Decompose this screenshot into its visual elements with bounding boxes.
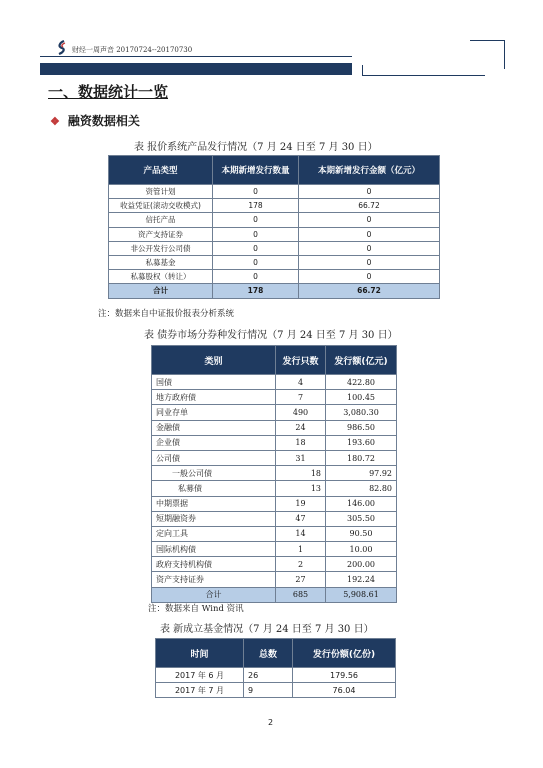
table-cell: 私募股权（转让） [109, 270, 213, 284]
table1-caption: 表 报价系统产品发行情况（7 月 24 日至 7 月 30 日） [134, 142, 378, 153]
table-cell: 26 [244, 668, 293, 683]
table-row [109, 255, 440, 269]
table-cell: 金融债 [152, 420, 276, 435]
table-cell: 0 [213, 213, 299, 227]
table-row [109, 270, 440, 284]
table-cell: 179.56 [293, 668, 396, 683]
table-cell: 资产支持证券 [109, 227, 213, 241]
table-row [152, 481, 397, 496]
page-number: 2 [268, 718, 274, 727]
logo-icon [55, 40, 69, 56]
table-cell: 305.50 [326, 511, 397, 526]
table-cell: 19 [276, 496, 326, 511]
table-cell: 2 [276, 557, 326, 572]
table-cell: 私募债 [152, 481, 276, 496]
table-cell: 收益凭证(滚动交收模式) [109, 199, 213, 213]
table-cell: 18 [276, 466, 326, 481]
table-cell: 0 [299, 227, 440, 241]
table-cell: 178 [213, 199, 299, 213]
table-row [109, 241, 440, 255]
diamond-bullet-icon: ❖ [50, 115, 60, 128]
column-header: 类别 [152, 346, 276, 375]
column-header: 发行只数 [276, 346, 326, 375]
table-cell: 企业债 [152, 435, 276, 450]
table-row [152, 405, 397, 420]
table-row [156, 683, 396, 698]
table-cell: 国债 [152, 375, 276, 390]
table-cell: 定向工具 [152, 526, 276, 541]
table-header-row [156, 639, 396, 668]
table-cell: 192.24 [326, 572, 397, 587]
column-header: 发行份额(亿份) [293, 639, 396, 668]
table-row [152, 375, 397, 390]
table-cell: 76.04 [293, 683, 396, 698]
product-issuance-table [108, 155, 440, 299]
table-cell: 422.80 [326, 375, 397, 390]
bond-issuance-table [151, 345, 397, 603]
table-row [152, 511, 397, 526]
table-header-row [152, 346, 397, 375]
table2-note: 注：数据来自 Wind 资讯 [148, 604, 244, 614]
table-cell: 0 [213, 270, 299, 284]
table-cell: 0 [299, 213, 440, 227]
column-header: 本期新增发行金额（亿元） [299, 156, 440, 185]
column-header: 发行额(亿元) [326, 346, 397, 375]
table-row [109, 227, 440, 241]
table2-caption: 表 债券市场分券种发行情况（7 月 24 日至 7 月 30 日） [144, 330, 398, 341]
table-cell: 5,908.61 [326, 587, 397, 602]
table-cell: 100.45 [326, 390, 397, 405]
table-cell: 9 [244, 683, 293, 698]
table-cell: 资管计划 [109, 185, 213, 199]
table-cell: 国际机构债 [152, 542, 276, 557]
table-cell: 3,080.30 [326, 405, 397, 420]
column-header: 时间 [156, 639, 244, 668]
table3-caption: 表 新成立基金情况（7 月 24 日至 7 月 30 日） [160, 624, 374, 635]
table-row [152, 572, 397, 587]
table-cell: 0 [299, 255, 440, 269]
table-cell: 同业存单 [152, 405, 276, 420]
table-row [109, 213, 440, 227]
table-cell: 4 [276, 375, 326, 390]
table-cell: 地方政府债 [152, 390, 276, 405]
new-fund-table [155, 638, 396, 698]
table-cell: 13 [276, 481, 326, 496]
table-row [152, 526, 397, 541]
table1-note: 注：数据来自中证报价报表分析系统 [98, 309, 235, 319]
table-cell: 31 [276, 450, 326, 465]
table-cell: 0 [299, 185, 440, 199]
table-row [156, 668, 396, 683]
table-cell: 政府支持机构债 [152, 557, 276, 572]
table-cell: 0 [299, 270, 440, 284]
table-row [152, 542, 397, 557]
table-cell: 合计 [109, 284, 213, 298]
table-cell: 47 [276, 511, 326, 526]
table-cell: 180.72 [326, 450, 397, 465]
table-cell: 合计 [152, 587, 276, 602]
table-cell: 490 [276, 405, 326, 420]
table-cell: 90.50 [326, 526, 397, 541]
table-row [152, 435, 397, 450]
header-frame-bottom [362, 65, 485, 76]
table-cell: 0 [213, 185, 299, 199]
table-cell: 0 [299, 241, 440, 255]
table-row [152, 496, 397, 511]
table-cell: 178 [213, 284, 299, 298]
table-cell: 66.72 [299, 284, 440, 298]
table-row [109, 199, 440, 213]
column-header: 总数 [244, 639, 293, 668]
table-total-row [152, 587, 397, 602]
table-cell: 66.72 [299, 199, 440, 213]
table-cell: 私募基金 [109, 255, 213, 269]
table-cell: 146.00 [326, 496, 397, 511]
table-cell: 14 [276, 526, 326, 541]
subsection-title [50, 112, 140, 129]
table-row [152, 420, 397, 435]
table-cell: 信托产品 [109, 213, 213, 227]
table-cell: 资产支持证券 [152, 572, 276, 587]
table-cell: 中期票据 [152, 496, 276, 511]
table-cell: 非公开发行公司债 [109, 241, 213, 255]
table-cell: 2017 年 7 月 [156, 683, 244, 698]
table-cell: 18 [276, 435, 326, 450]
table-row [152, 466, 397, 481]
column-header: 产品类型 [109, 156, 213, 185]
table-row [152, 450, 397, 465]
header-bar [40, 63, 352, 75]
column-header: 本期新增发行数量 [213, 156, 299, 185]
table-cell: 97.92 [326, 466, 397, 481]
subsection-label: 融资数据相关 [67, 114, 140, 128]
table-cell: 7 [276, 390, 326, 405]
table-cell: 27 [276, 572, 326, 587]
table-cell: 986.50 [326, 420, 397, 435]
table-row [152, 390, 397, 405]
table-cell: 24 [276, 420, 326, 435]
table-cell: 0 [213, 227, 299, 241]
header-rule [40, 56, 352, 57]
table-header-row [109, 156, 440, 185]
table-cell: 82.80 [326, 481, 397, 496]
section-title: 一、数据统计一览 [48, 83, 169, 101]
table-cell: 短期融资券 [152, 511, 276, 526]
table-cell: 10.00 [326, 542, 397, 557]
header-title: 财经一周声音 20170724--20170730 [72, 46, 193, 54]
table-cell: 685 [276, 587, 326, 602]
table-total-row [109, 284, 440, 298]
table-row [109, 185, 440, 199]
table-cell: 200.00 [326, 557, 397, 572]
table-cell: 2017 年 6 月 [156, 668, 244, 683]
table-cell: 1 [276, 542, 326, 557]
table-cell: 193.60 [326, 435, 397, 450]
table-cell: 公司债 [152, 450, 276, 465]
table-row [152, 557, 397, 572]
table-cell: 0 [213, 255, 299, 269]
table-cell: 0 [213, 241, 299, 255]
table-cell: 一般公司债 [152, 466, 276, 481]
